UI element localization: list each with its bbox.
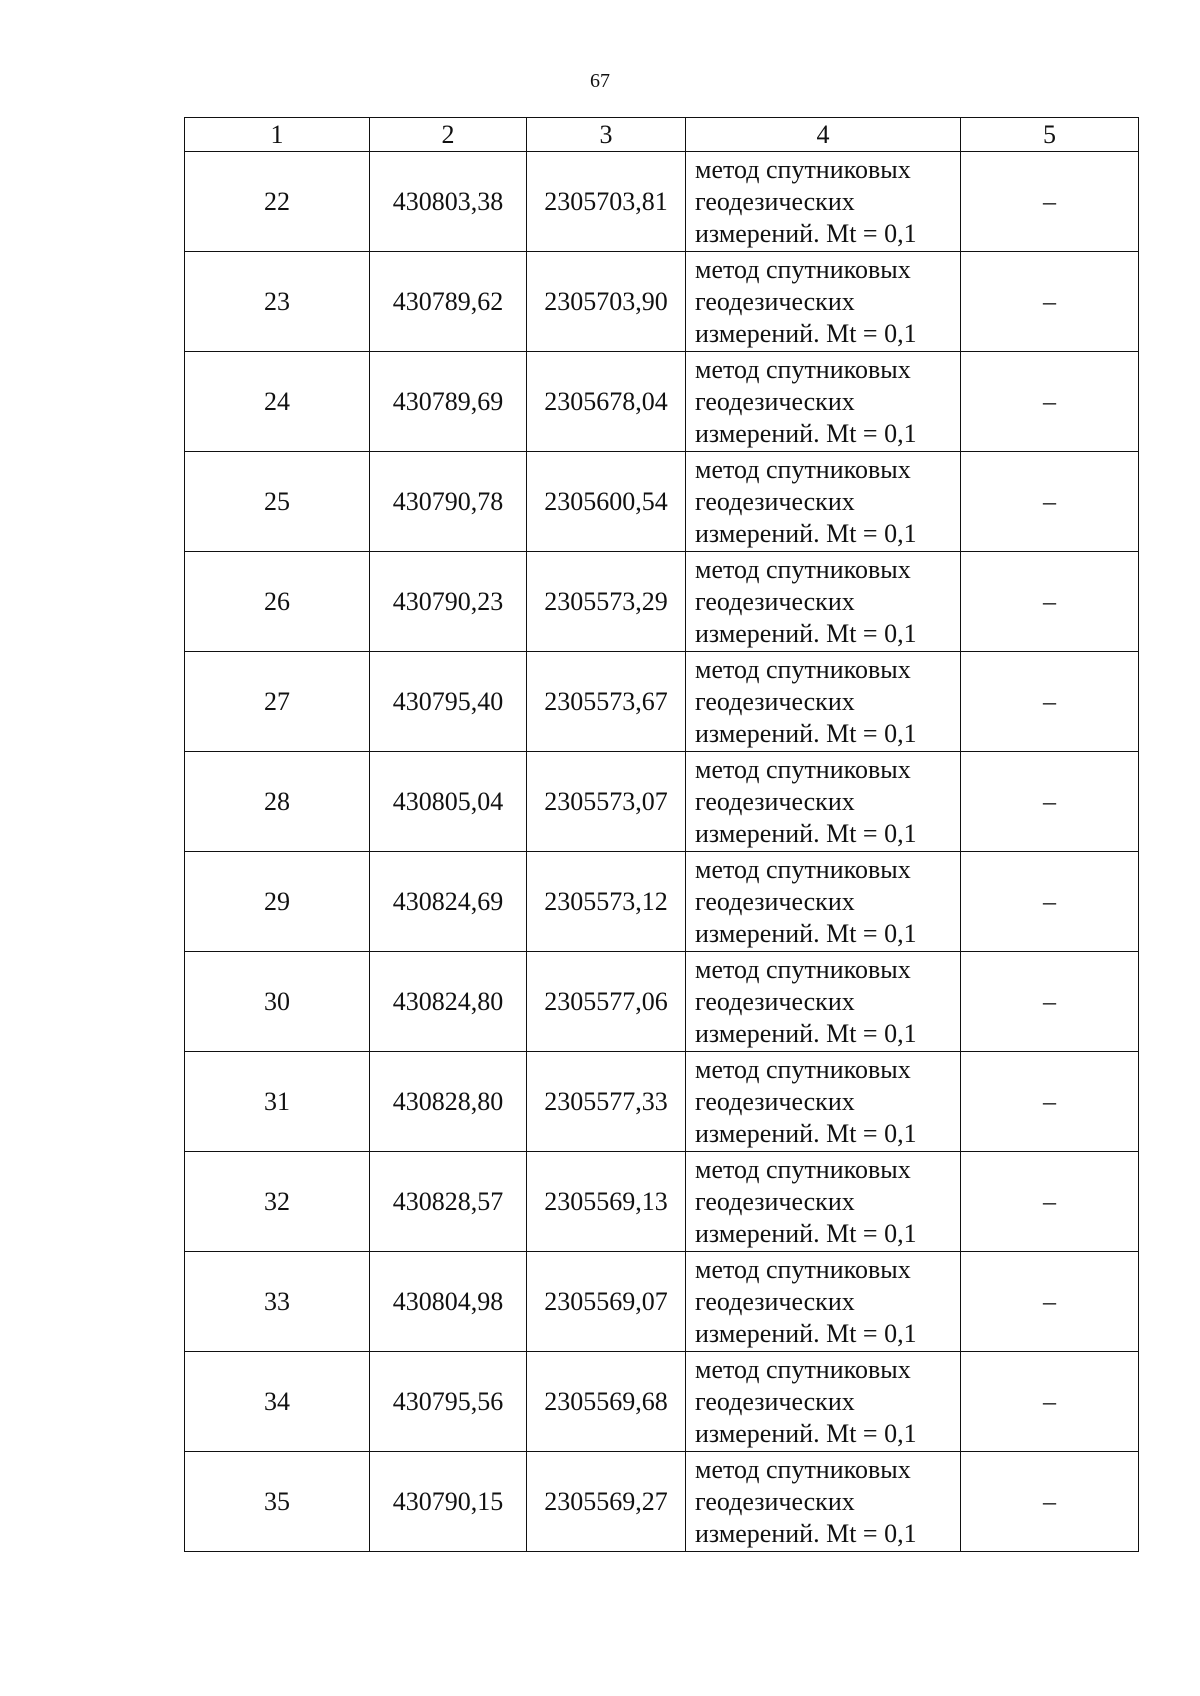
point-number-cell: 29 [185, 852, 370, 952]
table-row [185, 1052, 1139, 1152]
table-row [185, 1352, 1139, 1452]
note-cell: – [961, 152, 1139, 252]
point-number-cell: 33 [185, 1252, 370, 1352]
method-text-line: метод спутниковых [695, 1154, 911, 1184]
note-cell: – [961, 1052, 1139, 1152]
y-coordinate-cell: 2305573,12 [527, 852, 686, 952]
table-row [185, 752, 1139, 852]
method-cell [686, 552, 961, 652]
point-number-cell: 25 [185, 452, 370, 552]
x-coordinate-cell: 430790,78 [370, 452, 527, 552]
method-text-line: измерений. Mt = 0,1 [695, 1218, 917, 1248]
y-coordinate-cell: 2305703,90 [527, 252, 686, 352]
method-text-line: измерений. Mt = 0,1 [695, 718, 917, 748]
point-number-cell: 28 [185, 752, 370, 852]
x-coordinate-cell: 430804,98 [370, 1252, 527, 1352]
point-number-cell: 26 [185, 552, 370, 652]
method-cell [686, 1352, 961, 1452]
point-number-cell: 22 [185, 152, 370, 252]
note-cell: – [961, 752, 1139, 852]
y-coordinate-cell: 2305569,27 [527, 1452, 686, 1552]
y-coordinate-cell: 2305573,07 [527, 752, 686, 852]
method-text-line: геодезических [695, 786, 855, 816]
y-coordinate-cell: 2305569,68 [527, 1352, 686, 1452]
method-cell [686, 652, 961, 752]
x-coordinate-cell: 430795,40 [370, 652, 527, 752]
method-cell [686, 1152, 961, 1252]
point-number-cell: 34 [185, 1352, 370, 1452]
method-text-line: геодезических [695, 286, 855, 316]
method-text-line: измерений. Mt = 0,1 [695, 1518, 917, 1548]
x-coordinate-cell: 430789,62 [370, 252, 527, 352]
method-cell [686, 152, 961, 252]
note-cell: – [961, 1452, 1139, 1552]
method-cell [686, 1052, 961, 1152]
method-text-line: измерений. Mt = 0,1 [695, 618, 917, 648]
method-text-line: геодезических [695, 986, 855, 1016]
method-text-line: измерений. Mt = 0,1 [695, 418, 917, 448]
y-coordinate-cell: 2305703,81 [527, 152, 686, 252]
point-number-cell: 35 [185, 1452, 370, 1552]
table-row [185, 552, 1139, 652]
table-row [185, 352, 1139, 452]
method-text-line: метод спутниковых [695, 1254, 911, 1284]
y-coordinate-cell: 2305573,67 [527, 652, 686, 752]
point-number-cell: 23 [185, 252, 370, 352]
method-cell [686, 752, 961, 852]
y-coordinate-cell: 2305577,33 [527, 1052, 686, 1152]
method-text-line: измерений. Mt = 0,1 [695, 918, 917, 948]
method-cell [686, 852, 961, 952]
method-text-line: метод спутниковых [695, 1454, 911, 1484]
method-cell [686, 952, 961, 1052]
note-cell: – [961, 252, 1139, 352]
header-row [185, 118, 1139, 152]
method-text-line: геодезических [695, 886, 855, 916]
method-text-line: метод спутниковых [695, 154, 911, 184]
method-text-line: геодезических [695, 386, 855, 416]
table-row [185, 152, 1139, 252]
method-text-line: геодезических [695, 1086, 855, 1116]
method-text-line: измерений. Mt = 0,1 [695, 218, 917, 248]
y-coordinate-cell: 2305678,04 [527, 352, 686, 452]
note-cell: – [961, 452, 1139, 552]
note-cell: – [961, 552, 1139, 652]
x-coordinate-cell: 430824,80 [370, 952, 527, 1052]
point-number-cell: 30 [185, 952, 370, 1052]
method-text-line: геодезических [695, 686, 855, 716]
method-text-line: измерений. Mt = 0,1 [695, 1018, 917, 1048]
header-cell-3: 3 [527, 118, 686, 152]
method-cell [686, 1452, 961, 1552]
x-coordinate-cell: 430790,23 [370, 552, 527, 652]
method-text-line: геодезических [695, 586, 855, 616]
x-coordinate-cell: 430805,04 [370, 752, 527, 852]
method-text-line: геодезических [695, 1286, 855, 1316]
table-row [185, 1152, 1139, 1252]
method-cell [686, 352, 961, 452]
note-cell: – [961, 1252, 1139, 1352]
method-cell [686, 1252, 961, 1352]
method-text-line: измерений. Mt = 0,1 [695, 1118, 917, 1148]
method-text-line: измерений. Mt = 0,1 [695, 818, 917, 848]
method-text-line: метод спутниковых [695, 354, 911, 384]
note-cell: – [961, 1352, 1139, 1452]
note-cell: – [961, 352, 1139, 452]
method-text-line: измерений. Mt = 0,1 [695, 518, 917, 548]
x-coordinate-cell: 430803,38 [370, 152, 527, 252]
method-text-line: метод спутниковых [695, 454, 911, 484]
method-text-line: метод спутниковых [695, 554, 911, 584]
y-coordinate-cell: 2305573,29 [527, 552, 686, 652]
method-cell [686, 252, 961, 352]
note-cell: – [961, 852, 1139, 952]
header-cell-1: 1 [185, 118, 370, 152]
x-coordinate-cell: 430790,15 [370, 1452, 527, 1552]
method-cell [686, 452, 961, 552]
method-text-line: геодезических [695, 486, 855, 516]
method-text-line: метод спутниковых [695, 1354, 911, 1384]
header-cell-4: 4 [686, 118, 961, 152]
table-row [185, 652, 1139, 752]
header-cell-2: 2 [370, 118, 527, 152]
method-text-line: метод спутниковых [695, 754, 911, 784]
x-coordinate-cell: 430795,56 [370, 1352, 527, 1452]
method-text-line: метод спутниковых [695, 1054, 911, 1084]
note-cell: – [961, 652, 1139, 752]
point-number-cell: 32 [185, 1152, 370, 1252]
x-coordinate-cell: 430828,80 [370, 1052, 527, 1152]
x-coordinate-cell: 430789,69 [370, 352, 527, 452]
method-text-line: измерений. Mt = 0,1 [695, 1418, 917, 1448]
note-cell: – [961, 952, 1139, 1052]
method-text-line: геодезических [695, 1486, 855, 1516]
method-text-line: геодезических [695, 1186, 855, 1216]
y-coordinate-cell: 2305569,13 [527, 1152, 686, 1252]
table-row [185, 1252, 1139, 1352]
table-row [185, 1452, 1139, 1552]
point-number-cell: 24 [185, 352, 370, 452]
method-text-line: измерений. Mt = 0,1 [695, 318, 917, 348]
header-cell-5: 5 [961, 118, 1139, 152]
method-text-line: измерений. Mt = 0,1 [695, 1318, 917, 1348]
y-coordinate-cell: 2305569,07 [527, 1252, 686, 1352]
method-text-line: метод спутниковых [695, 254, 911, 284]
table-row [185, 252, 1139, 352]
x-coordinate-cell: 430824,69 [370, 852, 527, 952]
point-number-cell: 27 [185, 652, 370, 752]
table-row [185, 952, 1139, 1052]
note-cell: – [961, 1152, 1139, 1252]
y-coordinate-cell: 2305600,54 [527, 452, 686, 552]
y-coordinate-cell: 2305577,06 [527, 952, 686, 1052]
table-row [185, 852, 1139, 952]
table-row [185, 452, 1139, 552]
page-number: 67 [590, 70, 610, 92]
x-coordinate-cell: 430828,57 [370, 1152, 527, 1252]
method-text-line: геодезических [695, 186, 855, 216]
method-text-line: геодезических [695, 1386, 855, 1416]
method-text-line: метод спутниковых [695, 654, 911, 684]
table-body [185, 118, 1139, 1552]
method-text-line: метод спутниковых [695, 954, 911, 984]
coordinates-table [184, 117, 1139, 1552]
point-number-cell: 31 [185, 1052, 370, 1152]
method-text-line: метод спутниковых [695, 854, 911, 884]
